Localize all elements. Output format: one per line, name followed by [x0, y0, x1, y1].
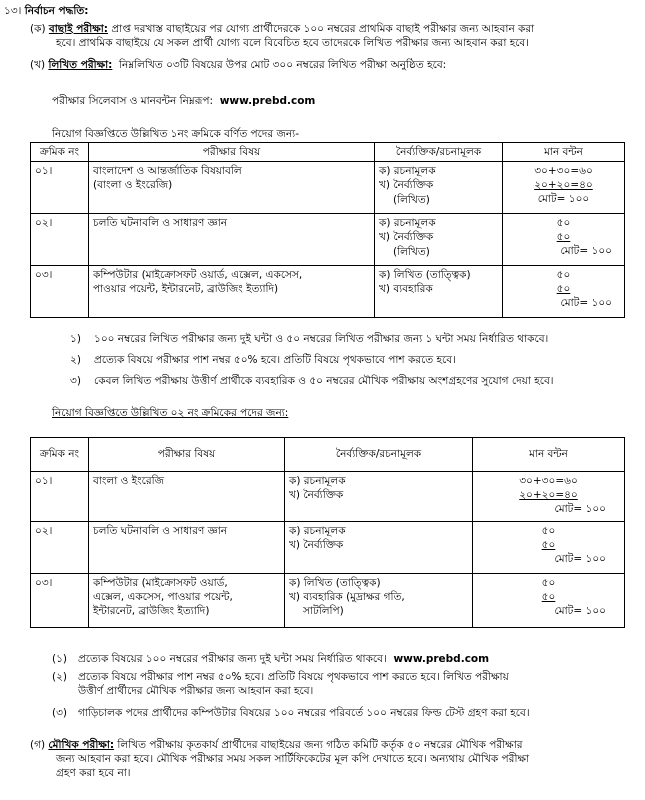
written-exam-title: লিখিত পরীক্ষা: — [48, 59, 113, 71]
table-row: ০৩। কম্পিউটার (মাইক্রোসফট ওয়ার্ড, এক্সেল, একসেস, পাওয়ার পয়েন্ট, ইন্টারনেট, ব্রাউজিং ইত্যাদি) ক) লিখিত (তাত্ত্বিক) খ) ব্যবহারিক ৫০ ৫০ মোট= ১০০ — [31, 266, 625, 318]
marks-table-1 — [30, 142, 625, 318]
note-item: ১) ১০০ নম্বরের লিখিত পরীক্ষার জন্য দুই ঘন্টা ও ৫০ নম্বরের লিখিত পরীক্ষার জন্য ১ ঘন্টা সময় নির্ধারিত থাকবে। — [70, 333, 549, 345]
syllabus-line: পরীক্ষার সিলেবাস ও মানবন্টন নিম্নরূপ: www.prebd.com — [52, 95, 316, 107]
section-number: ১৩। — [4, 5, 22, 17]
section-title: নির্বাচন পদ্ধতি: — [24, 5, 89, 17]
table-row: ০১। বাংলাদেশ ও আন্তর্জাতিক বিষয়াবলি (বাংলা ও ইংরেজি) ক) রচনামূলক খ) নৈর্ব্যক্তিক (লিখিত) ৩০+৩০=৬০ ২০+২০=৪০ মোট= ১০০ — [31, 162, 625, 214]
table-header-row: ক্রমিক নং পরীক্ষার বিষয় নৈর্ব্যক্তিক/রচনামূলক মান বন্টন — [31, 438, 625, 472]
screening-exam-paragraph: (ক) বাছাই পরীক্ষা: প্রাপ্ত দরখাস্ত বাছাইয়ের পর যোগ্য প্রার্থীদেরকে ১০০ নম্বরের প্রাথমিক বাছাই পরীক্ষার জন্য আহবান করা হবে। প্রাথমিক বাছাইয়ে যে সকল প্রার্থী যোগ্য বলে বিবেচিত হবে তাদেরকে লিখিত পরীক্ষার জন্য আহবান করা হবে। — [30, 23, 535, 50]
notes-link[interactable]: www.prebd.com — [393, 653, 490, 665]
section-heading — [4, 4, 88, 18]
marks-table-2 — [30, 437, 625, 628]
table-row: ০১। বাংলা ও ইংরেজি ক) রচনামূলক খ) নৈর্ব্যক্তিক ৩০+৩০=৬০ ২০+২০=৪০ মোট= ১০০ — [31, 472, 625, 522]
note-item: (২) প্রত্যেক বিষয়ে পরীক্ষার পাশ নম্বর ৫০% হবে। প্রতিটি বিষয়ে পৃথকভাবে পাশ করতে হবে। লিখিত পরীক্ষায় উত্তীর্ণ প্রার্থীদের মৌখিক পরীক্ষার জন্য আহবান করা হবে। — [52, 671, 509, 698]
oral-exam-paragraph: (গ) মৌখিক পরীক্ষা: লিখিত পরীক্ষায় কৃতকার্য প্রার্থীদের বাছাইয়ের জন্য গঠিত কমিটি কর্তৃক ৫০ নম্বরের মৌখিক পরীক্ষার জন্য আহবান করা হবে। মৌখিক পরীক্ষার সময় সকল সার্টিফিকেটের মূল কপি দেখাতে হবে। অন্যথায় মৌখিক পরীক্ষা গ্রহণ করা হবে না। — [30, 739, 529, 780]
syllabus-link[interactable]: www.prebd.com — [219, 95, 316, 107]
table-row: ০২। চলতি ঘটনাবলি ও সাধারণ জ্ঞান ক) রচনামূলক খ) নৈর্ব্যক্তিক (লিখিত) ৫০ ৫০ মোট= ১০০ — [31, 214, 625, 266]
note-item: ৩) কেবল লিখিত পরীক্ষায় উত্তীর্ণ প্রার্থীকে ব্যবহারিক ও ৫০ নম্বরের মৌখিক পরীক্ষায় অংশগ্রহণের সুযোগ দেয়া হবে। — [70, 375, 554, 387]
note-item: (৩) গাড়িচালক পদের প্রার্থীদের কম্পিউটার বিষয়ের ১০০ নম্বরের পরিবর্তে ১০০ নম্বরের ফিল্ড টেস্ট গ্রহণ করা হবে। — [52, 707, 530, 719]
table-header-row: ক্রমিক নং পরীক্ষার বিষয় নৈর্ব্যক্তিক/রচনামূলক মান বন্টন — [31, 143, 625, 162]
note-item: ২) প্রত্যেক বিষয়ে পরীক্ষার পাশ নম্বর ৫০% হবে। প্রতিটি বিষয়ে পৃথকভাবে পাশ করতে হবে। — [70, 354, 456, 366]
written-exam-paragraph: (খ) লিখিত পরীক্ষা: নিম্নলিখিত ০৩টি বিষয়ের উপর মোট ৩০০ নম্বরের লিখিত পরীক্ষা অনুষ্ঠিত হবে: — [30, 59, 447, 71]
table-row: ০৩। কম্পিউটার (মাইক্রোসফট ওয়ার্ড, এক্সেল, একসেস, পাওয়ার পয়েন্ট, ইন্টারনেট, ব্রাউজিং ইত্যাদি) ক) লিখিত (তাত্ত্বিক) খ) ব্যবহারিক (মুদ্রাক্ষর গতি, সাটলিপি) ৫০ ৫০ মোট= ১০০ — [31, 574, 625, 628]
table1-caption: নিয়োগ বিজ্ঞপ্তিতে উল্লিখিত ১নং ক্রমিকে বর্ণিত পদের জন্য- — [52, 128, 300, 140]
table2-caption: নিয়োগ বিজ্ঞপ্তিতে উল্লিখিত ০২ নং ক্রমিকের পদের জন্য: — [52, 407, 289, 419]
table-row: ০২। চলতি ঘটনাবলি ও সাধারণ জ্ঞান ক) রচনামূলক খ) নৈর্ব্যক্তিক ৫০ ৫০ মোট= ১০০ — [31, 522, 625, 574]
oral-exam-title: মৌখিক পরীক্ষা: — [48, 739, 115, 751]
note-item: (১) প্রত্যেক বিষয়ের ১০০ নম্বরের পরীক্ষার জন্য দুই ঘন্টা সময় নির্ধারিত থাকবে। www.prebd.com — [52, 653, 490, 665]
screening-exam-title: বাছাই পরীক্ষা: — [48, 23, 108, 35]
